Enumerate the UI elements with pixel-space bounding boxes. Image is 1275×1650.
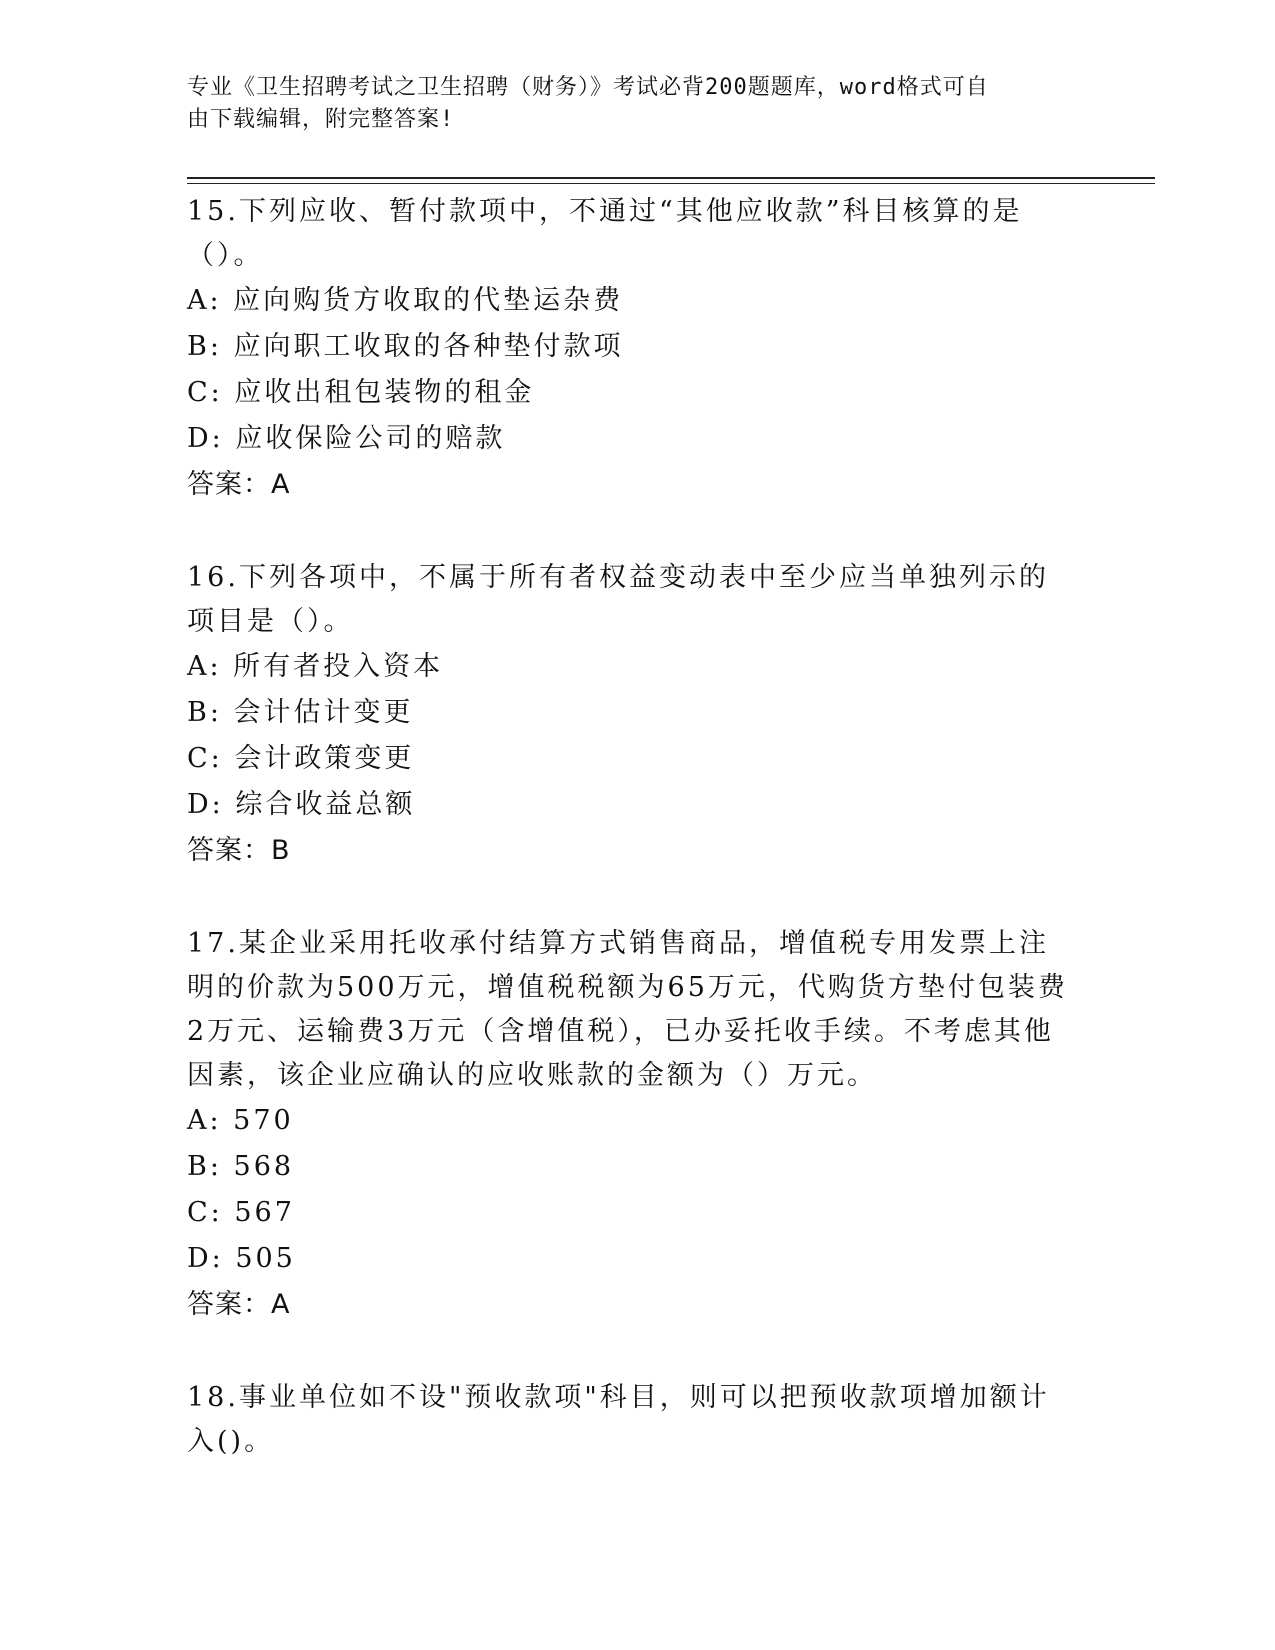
option-d: D: 505 — [187, 1243, 296, 1274]
option-d: D: 综合收益总额 — [187, 789, 416, 820]
option-b: B: 应向职工收取的各种垫付款项 — [187, 331, 624, 362]
question-17 — [187, 922, 1077, 1328]
answer-line: 答案：A — [187, 469, 291, 500]
question-16 — [187, 556, 1077, 874]
answer-line: 答案：B — [187, 835, 291, 866]
header-line-2: 由下载编辑，附完整答案! — [187, 107, 455, 132]
option-a: A: 570 — [187, 1105, 294, 1136]
question-stem: 15.下列应收、暂付款项中，不通过“其他应收款”科目核算的是（）。 — [187, 196, 1023, 271]
option-b: B: 会计估计变更 — [187, 697, 414, 728]
option-c: C: 应收出租包装物的租金 — [187, 377, 535, 408]
header-line-1: 专业《卫生招聘考试之卫生招聘（财务）》考试必背200题题库，word格式可自 — [187, 75, 989, 100]
question-stem: 17.某企业采用托收承付结算方式销售商品，增值税专用发票上注明的价款为500万元，增值税税额为65万元，代购货方垫付包装费2万元、运输费3万元（含增值税），已办妥托收手续。不考虑其他因素，该企业应确认的应收账款的金额为（）万元。 — [187, 928, 1068, 1091]
option-d: D: 应收保险公司的赔款 — [187, 423, 506, 454]
header-divider-thick — [187, 177, 1155, 179]
question-stem: 18.事业单位如不设"预收款项"科目，则可以把预收款项增加额计入()。 — [187, 1382, 1050, 1457]
document-header — [187, 72, 1067, 136]
option-a: A: 所有者投入资本 — [187, 651, 444, 682]
question-stem: 16.下列各项中，不属于所有者权益变动表中至少应当单独列示的项目是（）。 — [187, 562, 1049, 637]
question-18 — [187, 1376, 1077, 1464]
question-list — [187, 190, 1077, 1512]
answer-line: 答案：A — [187, 1289, 291, 1320]
option-c: C: 会计政策变更 — [187, 743, 415, 774]
option-a: A: 应向购货方收取的代垫运杂费 — [187, 285, 624, 316]
option-c: C: 567 — [187, 1197, 295, 1228]
question-15 — [187, 190, 1077, 508]
header-divider-thin — [187, 183, 1155, 184]
option-b: B: 568 — [187, 1151, 295, 1182]
